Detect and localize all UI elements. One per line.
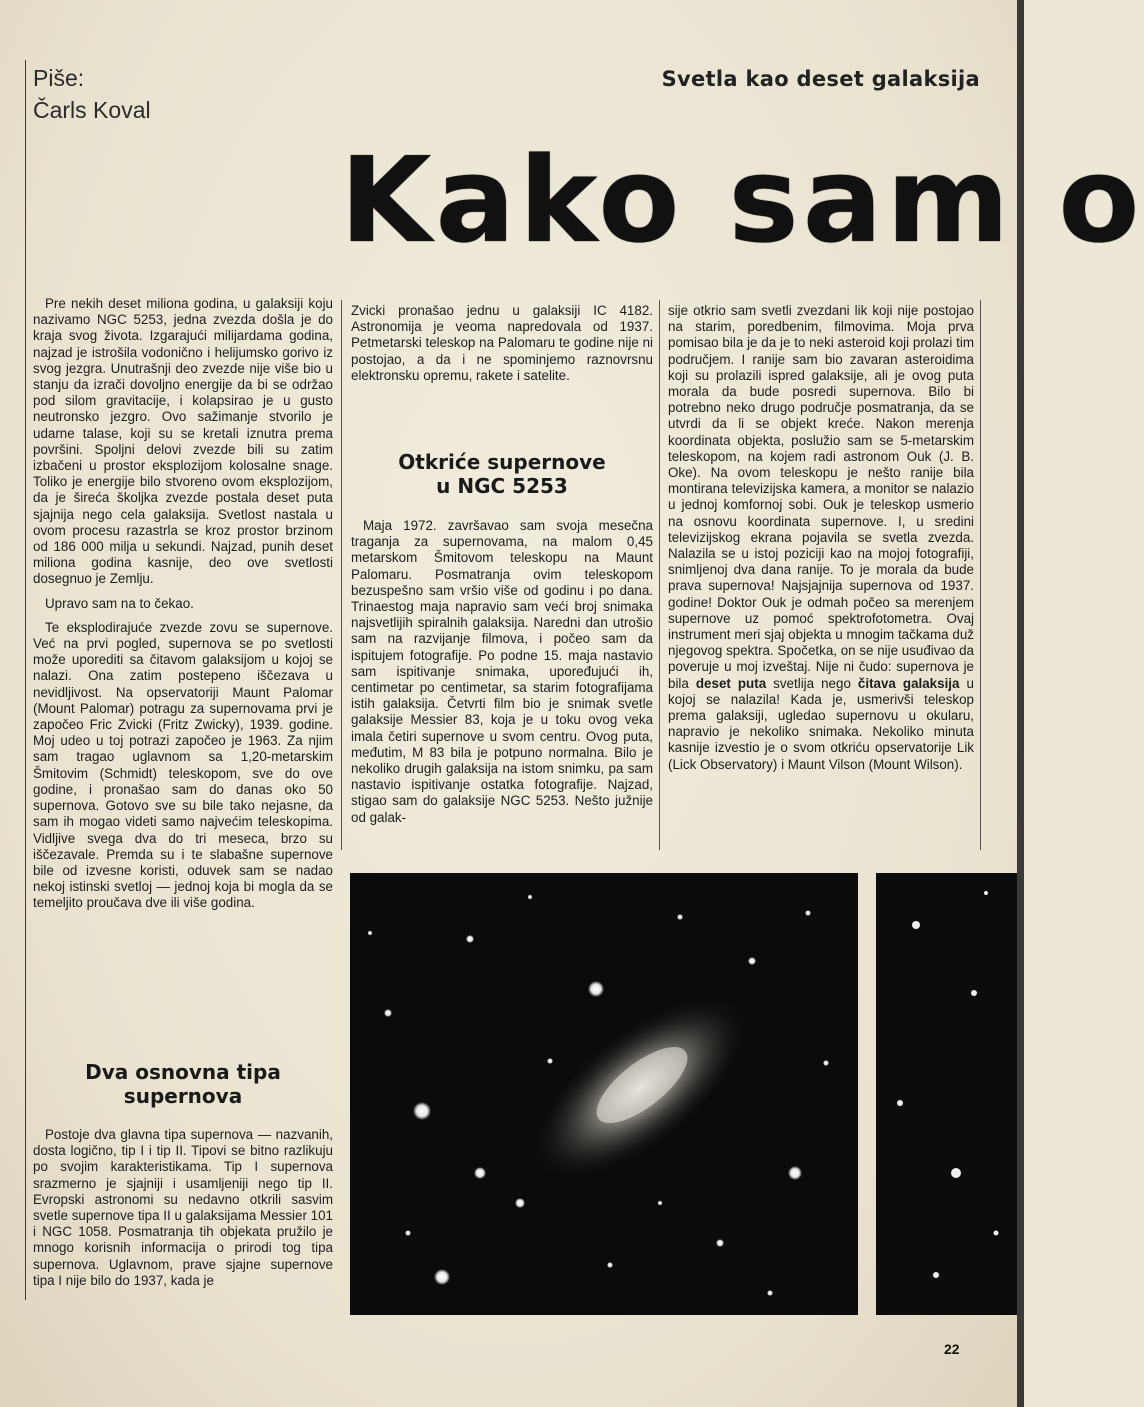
emphasis-text: čitava galaksija xyxy=(857,675,960,691)
paragraph: Zvicki pronašao jednu u galaksiji IC 4182. Astronomija je veoma napredovala od 1937. Petmetarski teleskop na Palomaru te godine nije ni postojao, a da i ne spominjemo raznovrsnu elektronsku opremu, rakete i satelite. xyxy=(351,303,653,383)
left-margin-rule xyxy=(25,60,26,1300)
article-kicker: Svetla kao deset galaksija xyxy=(661,67,980,91)
section-heading-discovery xyxy=(351,450,653,498)
article-headline: Kako sam o xyxy=(340,131,1144,269)
paragraph: Upravo sam na to čekao. xyxy=(45,595,194,611)
section-heading-line: Otkriće supernove xyxy=(398,450,606,474)
section-heading-types xyxy=(33,1060,333,1108)
article-column-3 xyxy=(668,303,974,781)
column-divider xyxy=(980,300,981,850)
section-heading-line: u NGC 5253 xyxy=(436,474,568,498)
section-heading-line: supernova xyxy=(123,1084,243,1108)
byline-label: Piše: xyxy=(33,65,85,91)
byline xyxy=(33,62,283,126)
article-column-2-continued xyxy=(351,518,653,834)
page-number: 22 xyxy=(944,1341,960,1357)
galaxy-photo xyxy=(350,873,858,1315)
column-divider xyxy=(659,300,660,850)
paragraph-text: sije otkrio sam svetli zvezdani lik koji nije postojao na starim, poredbenim, filmovima. Moja prva pomisao bila je da je to neki asteroid koji prolazi tim područjem. I ranije sam bio zavaran asteroidima koji su prolazili ispred galaksije, ali je ovog puta morala da bude posredi supernova. Bilo bi potrebno neko drugo područje posmatranja, da se utvrdi da li se objekt kreće. Nakon merenja koordinata objekta, poslužio sam se 5-metarskim teleskopom, na kojem radi astronom Ouk (J. B. Oke). Na ovom teleskopu je nešto ranije bila montirana televizijska kamera, a monitor se nalazio u jednoj komfornoj sobi. Ouk je teleskop usmerio na osnovu koordinata supernove. I, u sredini televizijskog ekrana pojavila se svetla zvezda. Nalazila se u istoj poziciji kao na mojoj fotografiji, snimljenoj dva dana ranije. To je morala da bude prava supernova! Najsjajnija supernova od 1937. godine! Doktor Ouk je odmah počeo sa merenjem supernove uz pomoć spektrofotometra. Ovaj instrument meri sjaj objekta u mnogim tačkama duž njegovog spektra. Spočetka, on se nije usuđivao da poveruje u moj izveštaj. Nije ni čudo: supernova je bila xyxy=(668,303,974,691)
paragraph: Postoje dva glavna tipa supernova — nazvanih, dosta logično, tip I i tip II. Tipovi se bitno razlikuju po svojim karakteristikama. Tip I supernova srazmerno je sjajniji i usamljeniji nego tip II. Evropski astronomi su nedavno otkrili sasvim svetle supernove tipa II u galaksijama Messier 101 i NGC 1058. Posmatranja tih objekata pružilo je mnogo korisnih informacija o prirodi tog tipa supernova. Uglavnom, prave sjajne supernove tipa I nije bilo do 1937, kada je xyxy=(33,1127,333,1288)
paragraph: Te eksplodirajuće zvezde zovu se supernove. Već na prvi pogled, supernova se po svetlosti može uporediti sa čitavom galaksijom u kojoj se nalazi. Ona zatim postepeno iščezava u nevidljivost. Na opservatoriji Maunt Palomar (Mount Palomar) potragu za supernovama prvi je započeo Fric Zvicki (Fritz Zwicky), 1939. godine. Moj udeo u toj potrazi započeo je 1963. Za njim sam tragao uglavnom sa 1,20-metarskim Šmitovim (Schmidt) teleskopom, sve do ove godine, i pronašao sam do danas oko 50 supernova. Gotovo sve su bile tako nejasne, da sam ih mogao videti samo najvećim teleskopima. Vidljive svega dva do tri meseca, brzo su iščezavale. Premda su i te slabašne supernove bile od izvesne koristi, oduvek sam se nadao nekoj istinski svetloj — jednoj koja bi mogla da se temeljito proučava dve ili više godina. xyxy=(33,619,333,911)
paragraph: Maja 1972. završavao sam svoja mesečna traganja za supernovama, na malom 0,45 metarskom Šmitovom teleskopu na Maunt Palomaru. Posmatranja ovim teleskopom bezuspešno sam vršio više od godinu i po dana. Trinaestog maja napravio sam veći broj snimaka najsvetlijih spiralnih galaksija. Naredni dan utrošio sam na razvijanje filmova, i počeo sam da ispitujem fotografije. Po podne 15. maja nastavio sam ispitivanje snimaka, upoređujući ih, centimetar po centimetar, sa starim fotografijama istih galaksija. Četvrti film bio je snimak svetle galaksije Messier 83, koja je u toku ovog veka imala četiri supernove u svom centru. Ovog puta, međutim, M 83 bila je potpuno normalna. Bilo je nekoliko drugih galaksija na istom snimku, pa sam nastavio ispitivanje ostatka fotografije. Najzad, stigao sam do galaksije NGC 5253. Nešto južnije od galak- xyxy=(351,518,653,825)
article-column-1-continued xyxy=(33,1127,333,1297)
emphasis-text: deset puta xyxy=(695,675,767,691)
byline-author: Čarls Koval xyxy=(33,97,151,123)
star-field-photo xyxy=(876,873,1017,1315)
column-divider xyxy=(341,300,342,850)
article-column-1 xyxy=(33,296,333,920)
paragraph: Pre nekih deset miliona godina, u galaksiji koju nazivamo NGC 5253, jedna zvezda došla je do kraja svog života. Izgarajući milijardama godina, najzad je istrošila vodonično i helijumsko gorivo iz svog jezgra. Unutrašnji deo zvezde nije više bio u stanju da izrači dovoljno energije da bi se održao pod silom gravitacije, i kolapsirao je u gusto neutronsko jezgro. Ovo sažimanje stvorilo je udarne talase, koji su se kretali iznutra prema površini. Spoljni delovi zvezde bili su zatim izbačeni u prostor eksplozijom kolosalne snage. Toliko je energije bilo stvoreno ovom eksplozijom, da je šireća školjka zvezde postala deset puta sjajnija nego cela galaksija. Svetlost nastala u ovom procesu razastrla se kroz prostor brzinom od 186 000 milja u sekundi. Najzad, punih deset miliona godina kasnije, deo ove svetlosti dosegnuo je Zemlju. xyxy=(33,296,333,587)
paragraph-text: svetlija nego xyxy=(773,675,851,691)
paragraph xyxy=(668,303,974,773)
paragraph-text: u kojoj se nalazila! Kada je, usmerivši teleskop prema galaksiji, ugledao supernovu u okularu, napravio je nekoliko snimaka. Nekoliko minuta kasnije izvestio je o svom otkriću opservatorije Lik (Lick Observatory) i Maunt Vilson (Mount Wilson). xyxy=(668,675,974,772)
star-field-image xyxy=(876,873,1017,1315)
article-column-2 xyxy=(351,303,653,392)
section-heading-line: Dva osnovna tipa xyxy=(85,1060,281,1084)
galaxy-photo-image xyxy=(350,873,858,1315)
